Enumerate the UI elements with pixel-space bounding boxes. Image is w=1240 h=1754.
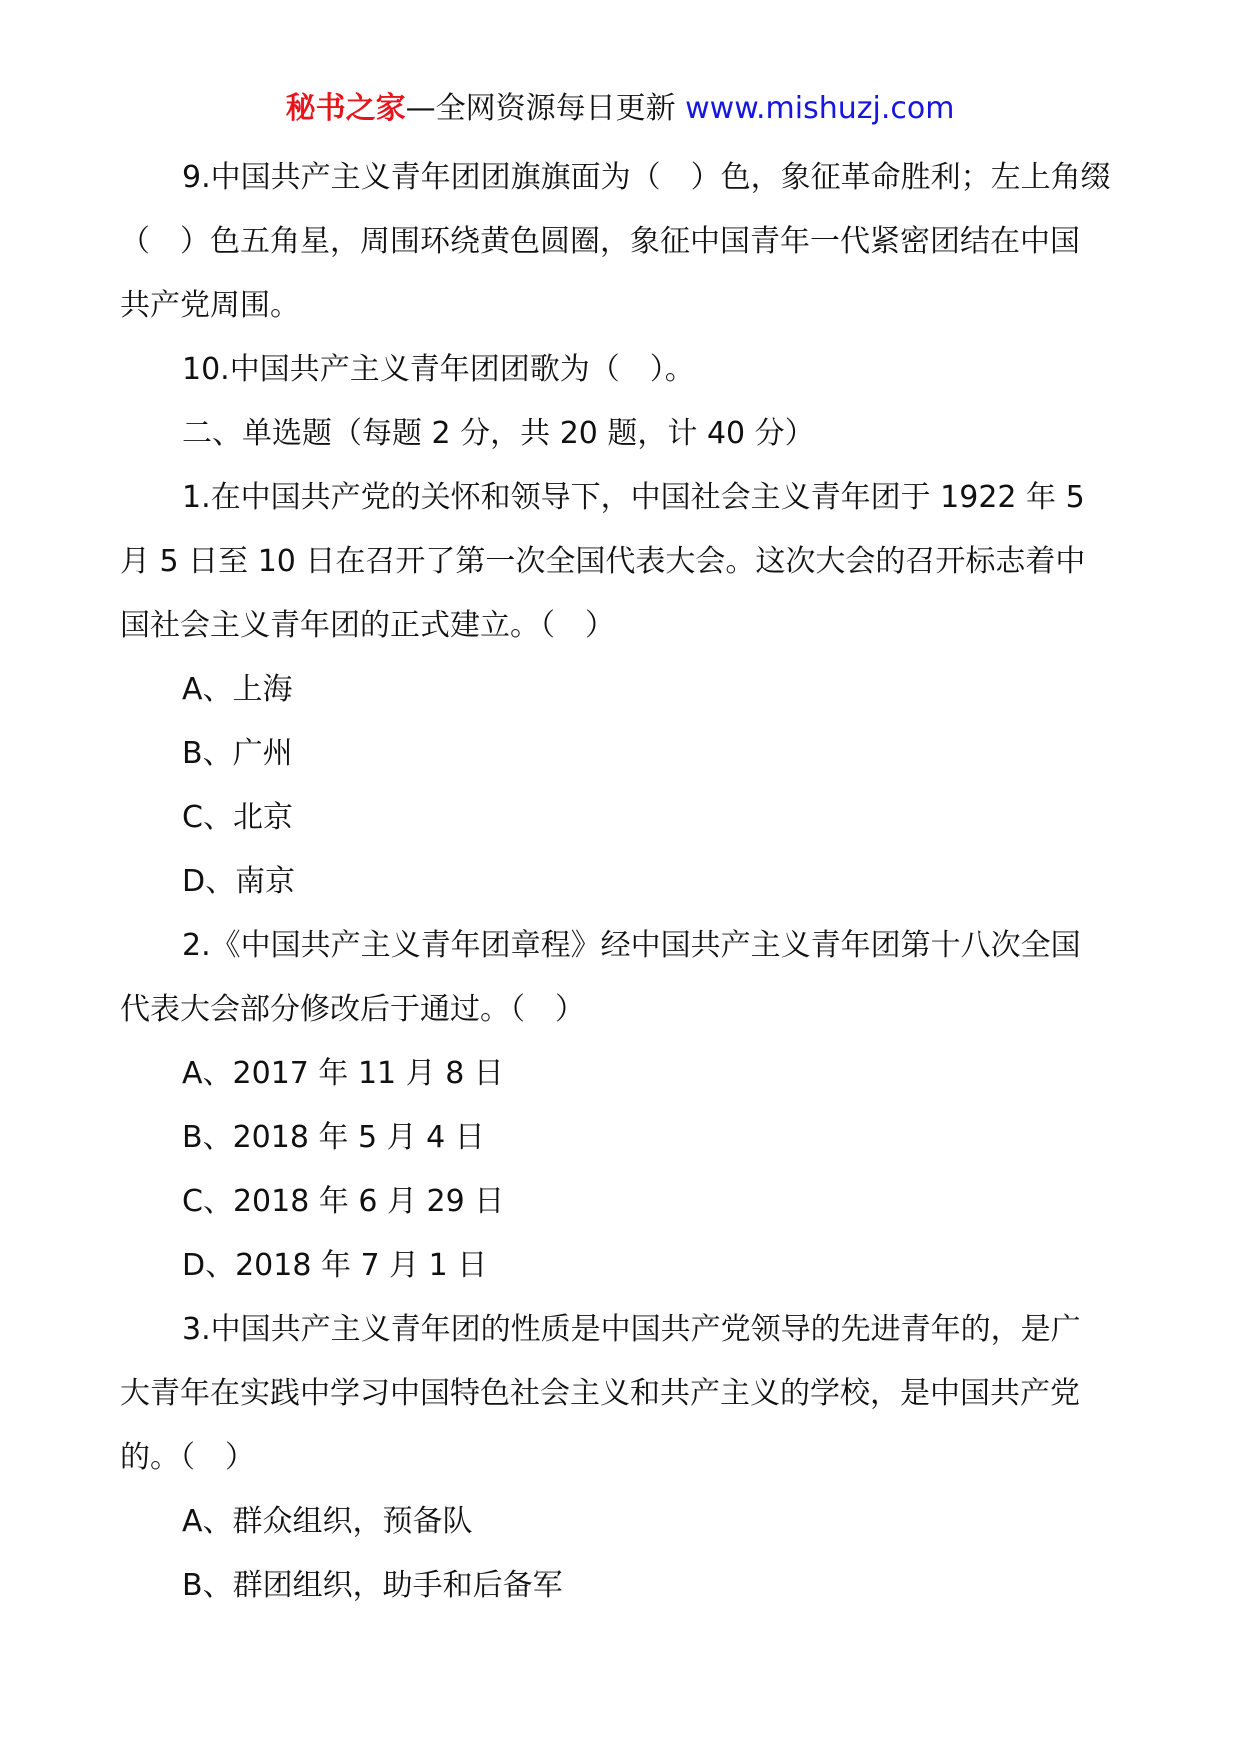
question-1-line-3: 国社会主义青年团的正式建立。（ ）: [120, 608, 615, 643]
question-3-option-a: A、群众组织，预备队: [182, 1504, 473, 1539]
question-1-option-b: B、广州: [182, 736, 293, 771]
question-9-line-2: （ ）色五角星，周围环绕黄色圆圈，象征中国青年一代紧密团结在中国: [120, 224, 1080, 259]
question-3-line-1: 3.中国共产主义青年团的性质是中国共产党领导的先进青年的，是广: [182, 1312, 1081, 1347]
question-2-option-a: A、2017 年 11 月 8 日: [182, 1056, 504, 1091]
site-header: [0, 86, 1240, 132]
question-3-line-3: 的。（ ）: [120, 1440, 255, 1475]
question-2-option-d: D、2018 年 7 月 1 日: [182, 1248, 488, 1283]
question-9-line-3: 共产党周围。: [120, 288, 300, 323]
site-url-link[interactable]: www.mishuzj.com: [685, 91, 955, 126]
question-2-option-b: B、2018 年 5 月 4 日: [182, 1120, 485, 1155]
question-9-line-1: 9.中国共产主义青年团团旗旗面为（ ）色，象征革命胜利；左上角缀: [182, 160, 1111, 195]
question-1-option-c: C、北京: [182, 800, 293, 835]
question-3-option-b: B、群团组织，助手和后备军: [182, 1568, 563, 1603]
question-2-line-2: 代表大会部分修改后于通过。（ ）: [120, 992, 585, 1027]
section-heading: 二、单选题（每题 2 分，共 20 题，计 40 分）: [182, 416, 815, 451]
document-body: [120, 146, 1125, 1618]
brand-name: 秘书之家: [285, 91, 406, 126]
question-1-line-1: 1.在中国共产党的关怀和领导下，中国社会主义青年团于 1922 年 5: [182, 480, 1085, 515]
question-1-line-2: 月 5 日至 10 日在召开了第一次全国代表大会。这次大会的召开标志着中: [120, 544, 1086, 579]
question-3-line-2: 大青年在实践中学习中国特色社会主义和共产主义的学校，是中国共产党: [120, 1376, 1080, 1411]
question-10: 10.中国共产主义青年团团歌为（ ）。: [182, 352, 695, 387]
question-2-option-c: C、2018 年 6 月 29 日: [182, 1184, 505, 1219]
question-1-option-d: D、南京: [182, 864, 296, 899]
header-slogan: —全网资源每日更新: [405, 91, 686, 126]
question-2-line-1: 2.《中国共产主义青年团章程》经中国共产主义青年团第十八次全国: [182, 928, 1081, 963]
question-1-option-a: A、上海: [182, 672, 293, 707]
